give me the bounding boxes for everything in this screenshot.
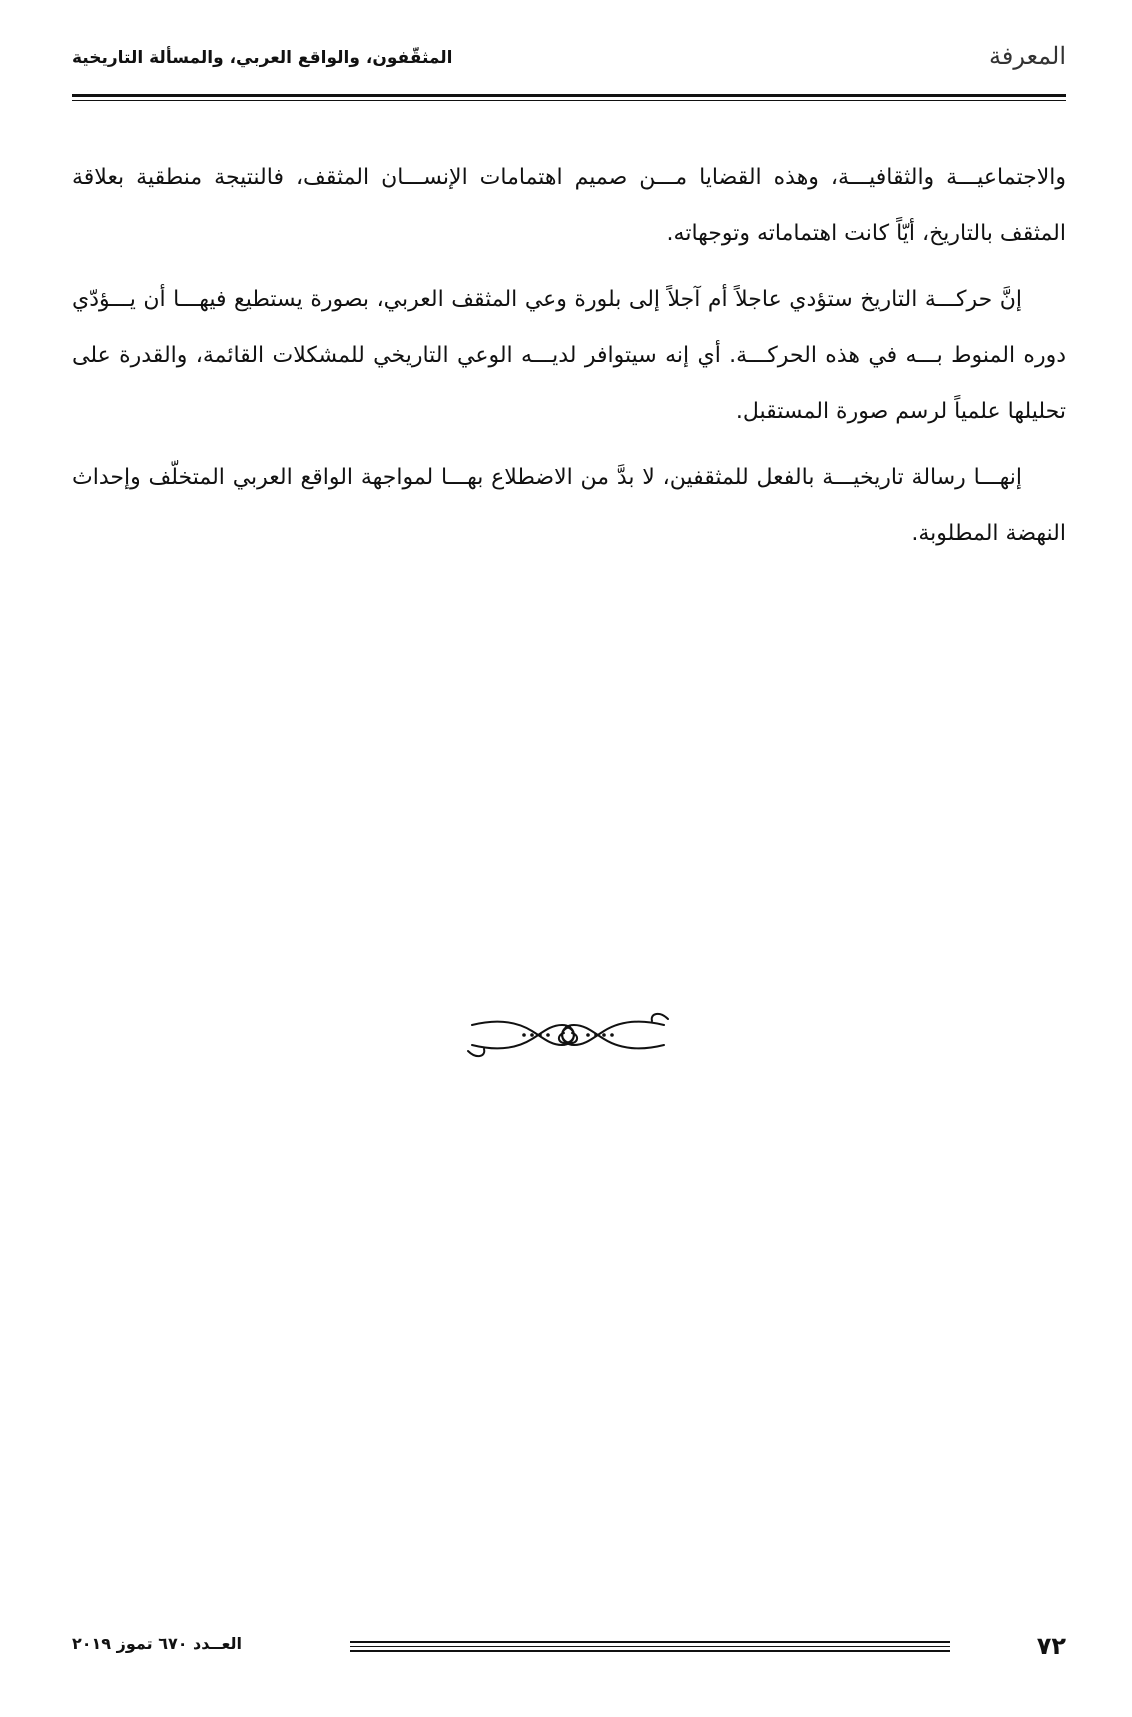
issue-info: العــدد ٦٧٠ تموز ٢٠١٩ — [72, 1634, 242, 1653]
page-header — [72, 40, 1066, 80]
footer-rule — [350, 1650, 950, 1652]
paragraph-1: والاجتماعيـــة والثقافيـــة، وهذه القضايا مـــن صميم اهتمامات الإنســـان المثقف، فالنتيجة منطقية بعلاقة المثقف بالتاريخ، أيّاً كانت اهتماماته وتوجهاته. — [72, 165, 1066, 246]
paragraph-2: إنَّ حركـــة التاريخ ستؤدي عاجلاً أم آجلاً إلى بلورة وعي المثقف العربي، بصورة يستطيع فيهـــا أن يـــؤدّي دوره المنوط بـــه في هذه الحركـــة. أي إنه سيتوافر لديـــه الوعي التاريخي للمشكلات القائمة، والقدرة على تحليلها علمياً لرسم صورة المستقبل. — [72, 287, 1066, 424]
footer-rule — [350, 1641, 950, 1643]
paragraph-3: إنهـــا رسالة تاريخيـــة بالفعل للمثقفين، لا بدَّ من الاضطلاع بهـــا لمواجهة الواقع العربي المتخلّف وإحداث النهضة المطلوبة. — [72, 465, 1066, 546]
article-body — [72, 150, 1066, 572]
running-title: المثقّفون، والواقع العربي، والمسألة التاريخية — [72, 48, 453, 68]
header-rule-thick — [72, 94, 1066, 97]
end-ornament-icon — [466, 1005, 670, 1065]
magazine-logo: المعرفة — [988, 42, 1066, 70]
footer-rule — [350, 1646, 950, 1647]
page-number: ٧٢ — [1036, 1632, 1066, 1660]
header-rule-thin — [72, 100, 1066, 101]
